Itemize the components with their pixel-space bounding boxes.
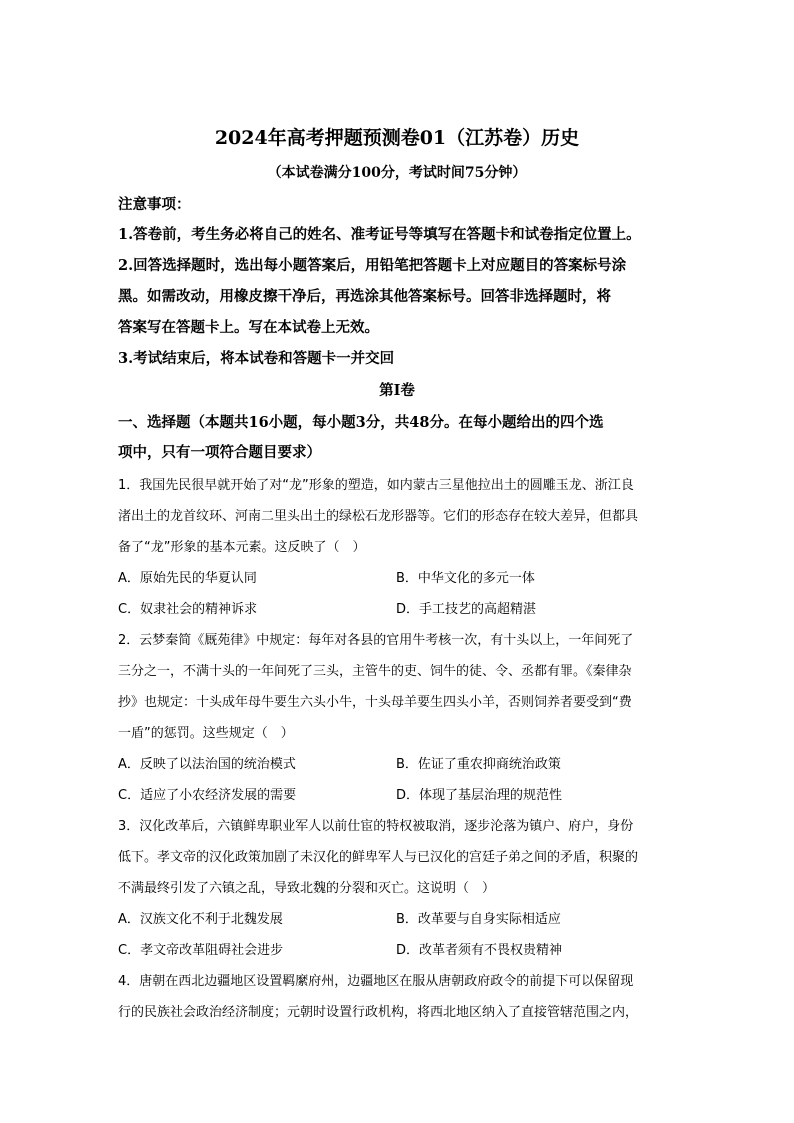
question-text-line: 3．汉化改革后，六镇鲜卑职业军人以前仕宦的特权被取消，逐步沦落为镇户、府户，身份 <box>118 819 634 834</box>
question-text-line: 4．唐朝在西北边疆地区设置羁縻府州，边疆地区在服从唐朝政府政令的前提下可以保留现 <box>118 974 634 989</box>
question-text-line: 一盾”的惩罚。这些规定（ ） <box>118 726 294 741</box>
question-text-line: 2．云梦秦简《厩苑律》中规定：每年对各县的官用牛考核一次，有十头以上，一年间死了 <box>118 633 634 648</box>
notes-line: 2.回答选择题时，选出每小题答案后，用铅笔把答题卡上对应题目的答案标号涂 <box>118 257 627 274</box>
notes-heading: 注意事项： <box>118 196 191 213</box>
question-text-line: 不满最终引发了六镇之乱，导致北魏的分裂和灭亡。这说明（ ） <box>118 881 496 896</box>
section-intro-line: 一、选择题（本题共16小题，每小题3分，共48分。在每小题给出的四个选 <box>118 414 604 431</box>
exam-subtitle: （本试卷满分100分，考试时间75分钟） <box>267 165 527 181</box>
option-b: B．佐证了重农抑商统治政策 <box>396 757 561 772</box>
section-intro <box>118 413 688 473</box>
notes-line: 3.考试结束后，将本试卷和答题卡一并交回 <box>118 350 395 367</box>
question-4 <box>118 972 678 1034</box>
question-text-line: 行的民族社会政治经济制度；元朝时设置行政机构，将西北地区纳入了直接管辖范围之内， <box>118 1005 639 1020</box>
question-2 <box>118 631 678 817</box>
option-row <box>118 569 678 600</box>
option-row <box>118 755 678 786</box>
question-text-line: 1．我国先民很早就开始了对“龙”形象的塑造，如内蒙古三星他拉出土的圆雕玉龙、浙江良 <box>118 478 634 493</box>
notes-line: 黑。如需改动，用橡皮擦干净后，再选涂其他答案标号。回答非选择题时，将 <box>118 288 611 305</box>
question-text-line: 渚出土的龙首纹环、河南二里头出土的绿松石龙形器等。它们的形态存在较大差异，但都具 <box>118 509 639 524</box>
question-text-line: 三分之一，不满十头的一年间死了三头，主管牛的吏、饲牛的徒、令、丞都有罪。《秦律杂 <box>118 664 632 679</box>
option-c: C．奴隶社会的精神诉求 <box>118 602 258 617</box>
option-a: A．原始先民的华夏认同 <box>118 571 257 586</box>
questions-list <box>118 476 678 1034</box>
exam-title: 2024年高考押题预测卷01（江苏卷）历史 <box>214 127 580 149</box>
option-a: A．汉族文化不利于北魏发展 <box>118 912 283 927</box>
option-row <box>118 910 678 941</box>
option-c: C．孝文帝改革阻碍社会进步 <box>118 943 284 958</box>
notes-line: 答案写在答题卡上。写在本试卷上无效。 <box>118 319 379 336</box>
option-row <box>118 941 678 972</box>
section-label: 第Ⅰ卷 <box>379 382 415 399</box>
section-intro-line: 项中，只有一项符合题目要求） <box>118 444 321 461</box>
question-1 <box>118 476 678 631</box>
question-text-line: 备了“龙”形象的基本元素。这反映了（ ） <box>118 540 366 555</box>
option-d: D．手工技艺的高超精湛 <box>396 602 537 617</box>
option-row <box>118 786 678 817</box>
option-row <box>118 600 678 631</box>
option-a: A．反映了以法治国的统治模式 <box>118 757 296 772</box>
option-d: D．体现了基层治理的规范性 <box>396 788 563 803</box>
option-d: D．改革者须有不畏权贵精神 <box>396 943 563 958</box>
option-c: C．适应了小农经济发展的需要 <box>118 788 297 803</box>
notes-block <box>118 195 688 380</box>
question-3 <box>118 817 678 972</box>
question-text-line: 抄》也规定：十头成年母牛要生六头小牛，十头母羊要生四头小羊，否则饲养者要受到“费 <box>118 695 632 710</box>
question-text-line: 低下。孝文帝的汉化政策加剧了未汉化的鲜卑军人与已汉化的宫廷子弟之间的矛盾，积聚的 <box>118 850 639 865</box>
option-b: B．改革要与自身实际相适应 <box>396 912 561 927</box>
notes-line: 1.答卷前，考生务必将自己的姓名、准考证号等填写在答题卡和试卷指定位置上。 <box>118 226 641 243</box>
option-b: B．中华文化的多元一体 <box>396 571 535 586</box>
